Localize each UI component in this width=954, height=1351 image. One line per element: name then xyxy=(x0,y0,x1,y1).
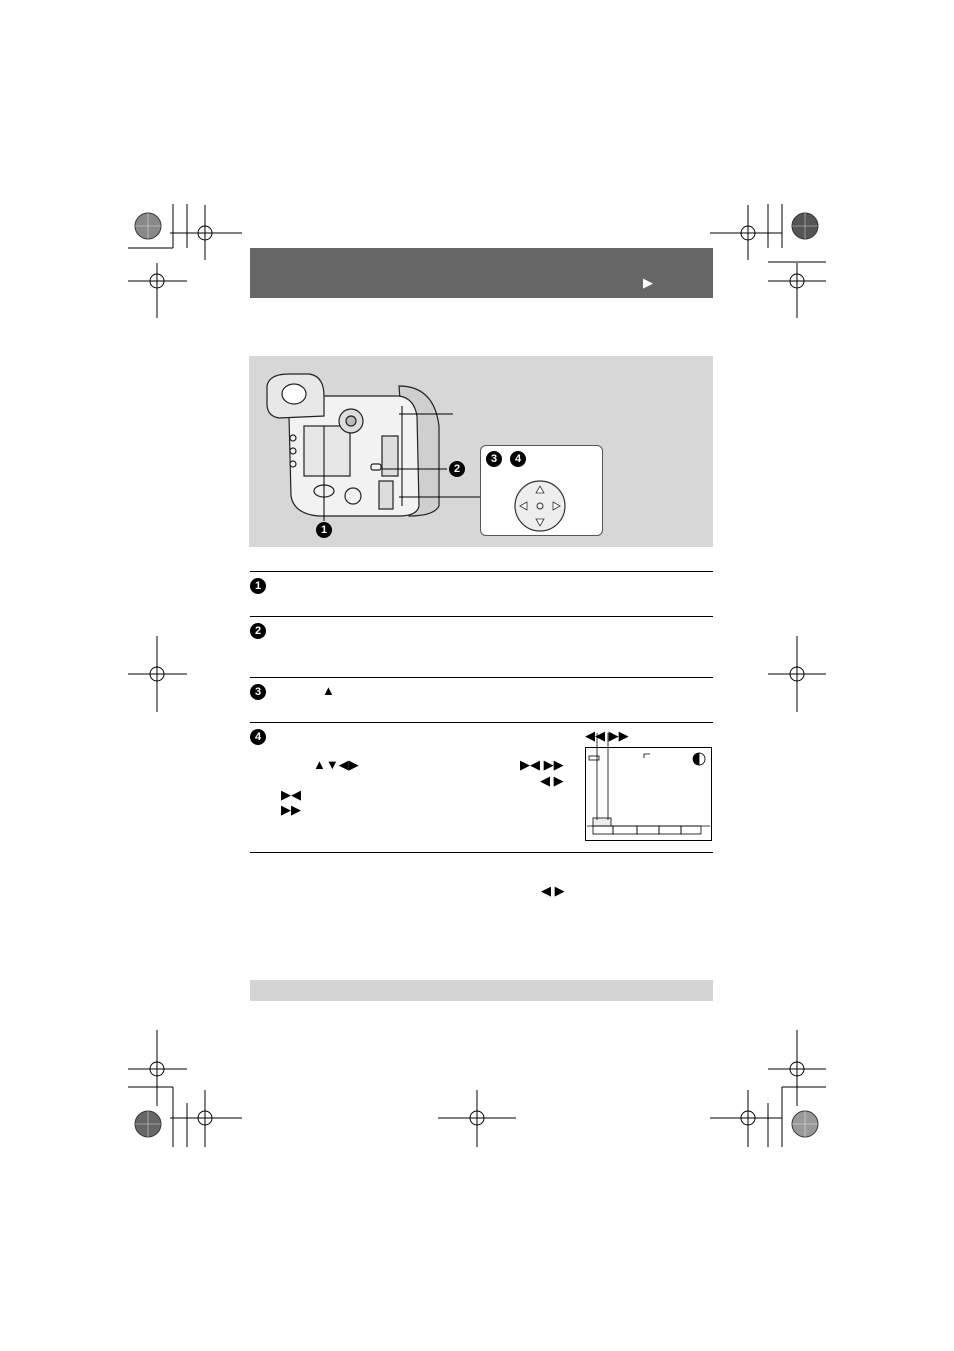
step-4-number: 4 xyxy=(250,729,266,745)
table-rule-bottom xyxy=(250,852,713,853)
inset-label-3: 3 xyxy=(486,451,502,467)
step-4-next-icon: ▶▶ xyxy=(281,802,301,817)
step-4-left-right-icons: ◀ ▶ xyxy=(540,773,564,788)
section-header-bar xyxy=(250,248,713,298)
note-left-right-icons: ◀ ▶ xyxy=(541,883,565,898)
step-3-up-arrow-icon: ▲ xyxy=(322,683,335,698)
step-4-prev-icon: ▶◀ xyxy=(281,787,301,802)
lcd-screen-diagram xyxy=(585,747,712,841)
table-rule-top xyxy=(250,571,713,572)
table-rule-3 xyxy=(250,722,713,723)
next-page-arrow-icon: ▶ xyxy=(643,275,653,290)
step-3-number: 3 xyxy=(250,684,266,700)
step-2-number: 2 xyxy=(250,623,266,639)
camera-figure-panel xyxy=(249,356,713,547)
step-4-skip-icons: ▶◀ ▶▶ xyxy=(520,757,564,772)
table-rule-1 xyxy=(250,616,713,617)
callout-2: 2 xyxy=(449,461,465,477)
lcd-screen-graphic xyxy=(586,748,711,840)
section-footer-bar xyxy=(250,980,713,1001)
control-button-inset xyxy=(480,445,603,536)
step-1-number: 1 xyxy=(250,578,266,594)
step-4-arrows-icon: ▲▼◀▶ xyxy=(313,757,359,772)
control-button-icon xyxy=(481,446,602,535)
callout-1: 1 xyxy=(316,522,332,538)
table-rule-2 xyxy=(250,677,713,678)
screen-heading-skip-icons: ◀◀ ▶▶ xyxy=(585,728,629,743)
inset-label-4: 4 xyxy=(510,451,526,467)
